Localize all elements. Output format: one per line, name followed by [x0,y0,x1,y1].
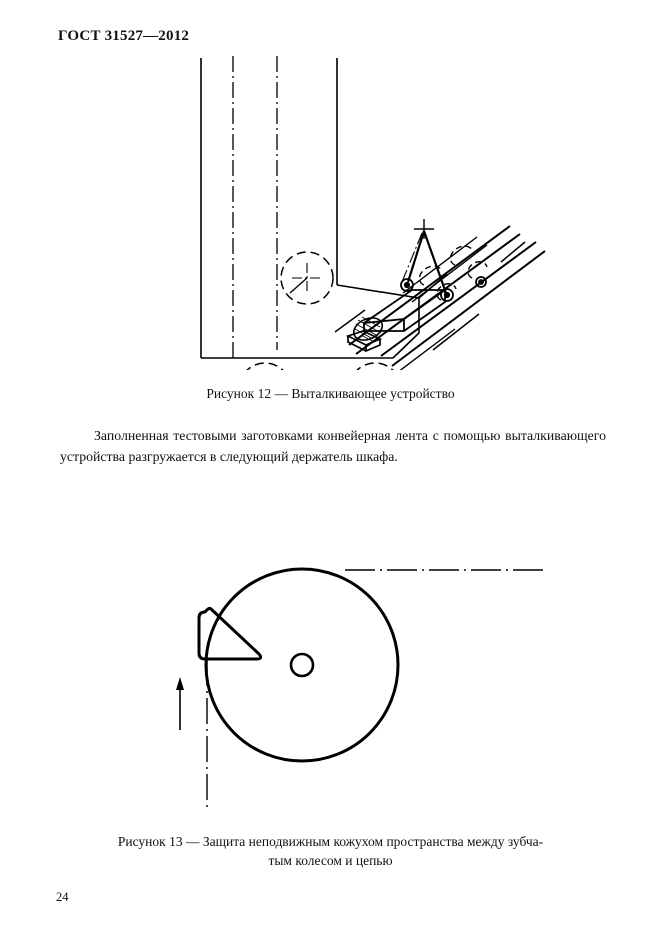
lever-reference-line [402,233,422,282]
hidden-roller [281,252,333,304]
direction-arrow [176,677,184,730]
conveyor-side-walls [201,58,337,358]
figure-13-caption [0,832,661,870]
figure-12-caption [0,384,661,403]
hidden-roller [239,363,291,370]
figure-13-svg [0,472,661,820]
body-paragraph: Заполненная тестовыми заготовками конвейерная лента с помощью выталкивающего устройства разгружается в следующий держатель шкафа. [60,428,606,464]
figure-12-svg [0,50,661,370]
standard-header: ГОСТ 31527—2012 [58,28,190,44]
conveyor-centrelines [233,56,277,358]
inclined-rails-thin [335,237,487,370]
page-number: 24 [56,890,69,904]
figure-12-drawing [0,50,661,370]
pivot-joint [476,277,486,287]
sprocket-wheel [206,569,398,761]
figure-12-caption-line-1: Рисунок 12 — Выталкивающее устройство [206,386,455,401]
sprocket-centre-bore [291,654,313,676]
figure-13-drawing [0,472,661,820]
figure-13-caption-line-1: Рисунок 13 — Защита неподвижным кожухом пространства между зубча- [117,834,544,849]
figure-13-caption-line-2: тым колесом и цепью [268,853,393,869]
pivot-joint [441,289,453,301]
hidden-roller-group [239,252,401,370]
lever-apex-crosshair [414,219,434,239]
